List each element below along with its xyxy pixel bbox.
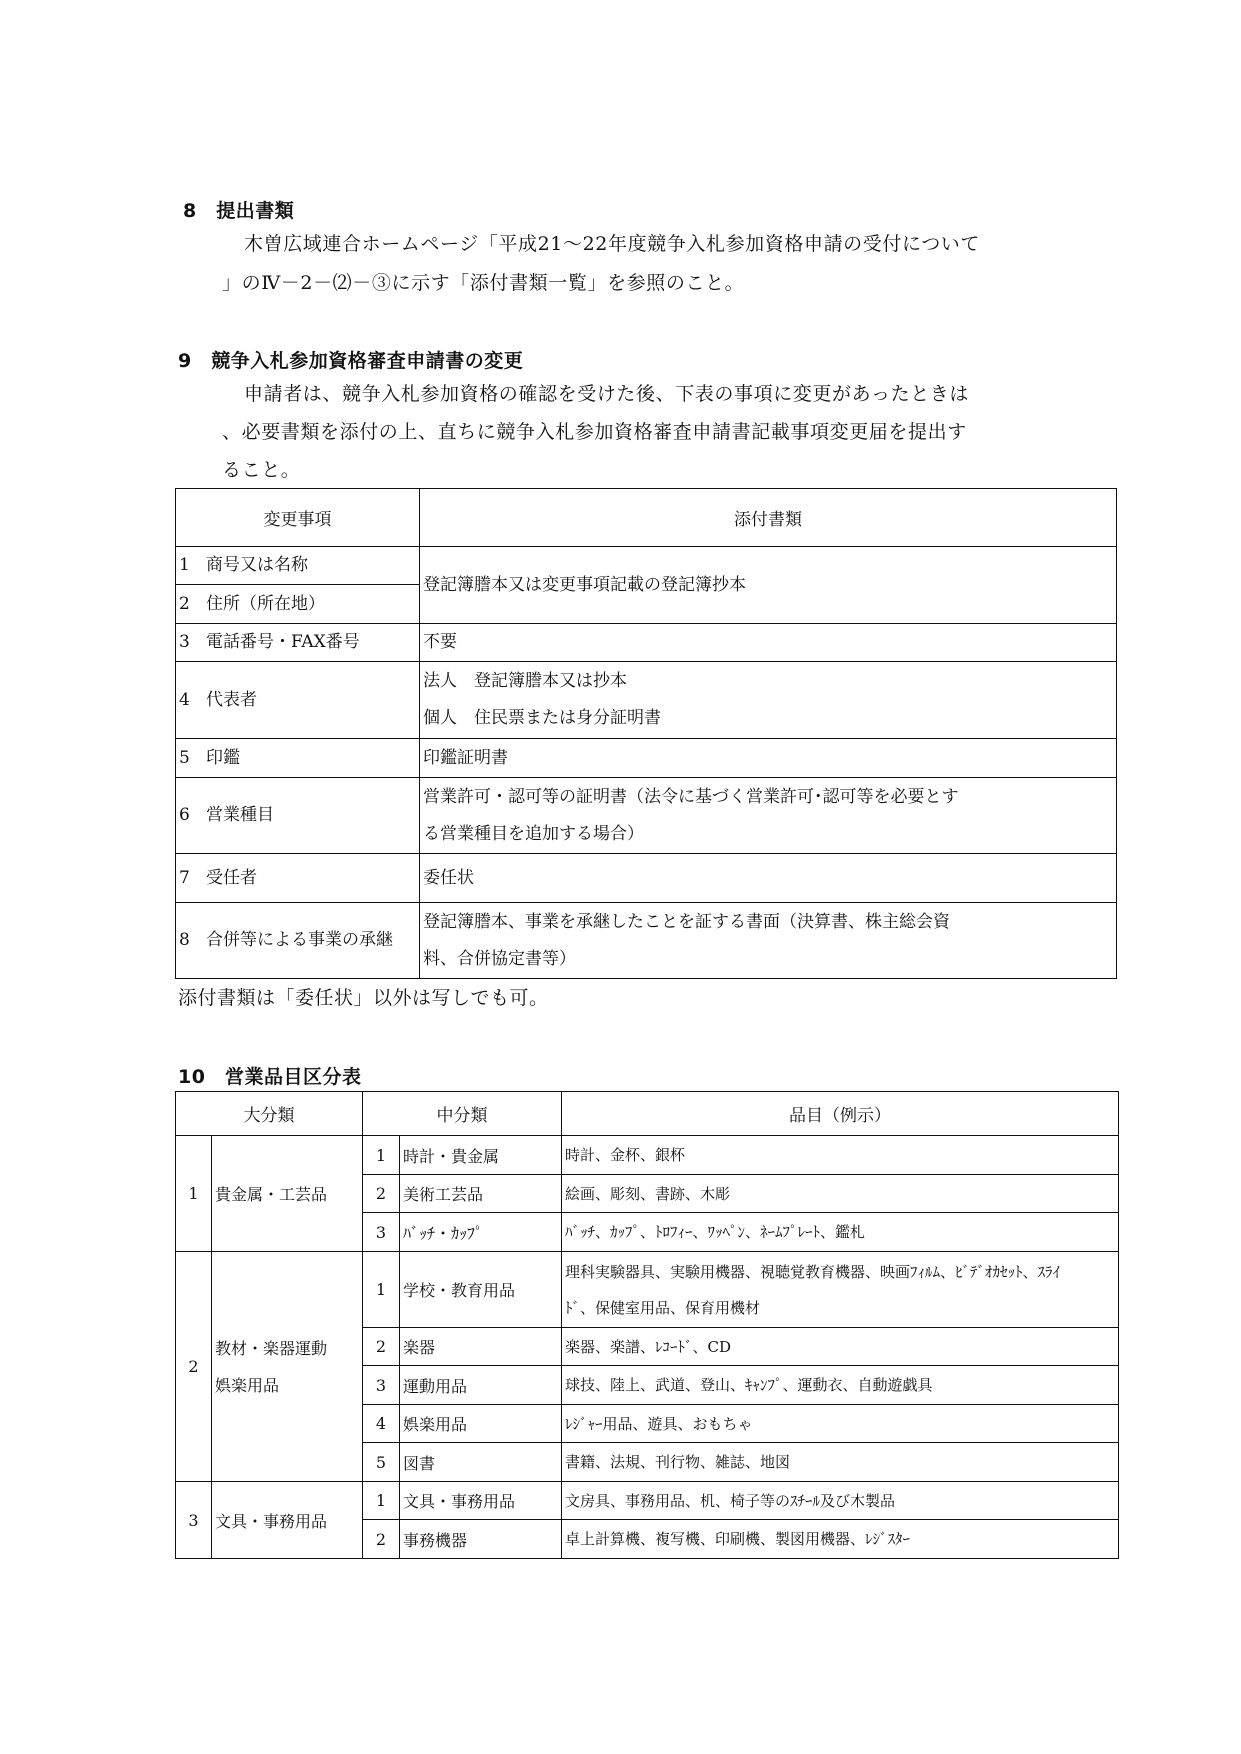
middle-number: 3 xyxy=(363,1213,400,1252)
section-9-heading: 9 競争入札参加資格審査申請書の変更 xyxy=(178,350,524,372)
item-examples-line-2: ﾄﾞ、保健室用品、保育用機材 xyxy=(565,1298,761,1317)
major-number: 1 xyxy=(176,1136,212,1252)
attached-docs-note: 添付書類は「委任状」以外は写しでも可。 xyxy=(178,987,549,1009)
middle-name: 文具・事務用品 xyxy=(400,1482,562,1520)
table-row xyxy=(176,1136,1119,1175)
item-examples: 卓上計算機、複写機、印刷機、製図用機器、ﾚｼﾞｽﾀｰ xyxy=(562,1520,1119,1559)
item-examples: 書籍、法規、刊行物、雑誌、地図 xyxy=(562,1443,1119,1482)
row-doc: 委任状 xyxy=(420,854,1117,903)
row-doc: 印鑑証明書 xyxy=(420,739,1117,778)
item-examples: 楽器、楽譜、ﾚｺｰﾄﾞ、CD xyxy=(562,1328,1119,1366)
middle-name: 学校・教育用品 xyxy=(400,1252,562,1328)
row-item: 合併等による事業の承継 xyxy=(206,930,393,950)
row-item: 商号又は名称 xyxy=(206,555,308,575)
row-doc-line-1: 営業許可・認可等の証明書（法令に基づく営業許可･認可等を必要とす xyxy=(423,786,959,807)
middle-number: 5 xyxy=(363,1443,400,1482)
section-10-heading: 10 営業品目区分表 xyxy=(178,1066,362,1088)
section-8-heading: 8 提出書類 xyxy=(183,200,295,222)
row-doc-line-2: 料、合併協定書等） xyxy=(423,948,576,969)
row-number: 8 xyxy=(179,930,190,950)
middle-number: 2 xyxy=(363,1520,400,1559)
item-examples: 絵画、彫刻、書跡、木彫 xyxy=(562,1175,1119,1213)
row-item: 印鑑 xyxy=(206,747,240,768)
header-middle-category: 中分類 xyxy=(363,1092,562,1136)
middle-name: ﾊﾞｯﾁ・ｶｯﾌﾟ xyxy=(400,1213,562,1252)
middle-number: 1 xyxy=(363,1252,400,1328)
table-row xyxy=(176,547,1117,585)
row-item: 電話番号・FAX番号 xyxy=(206,632,360,652)
section-9-text-line-2: 、必要書類を添付の上、直ちに競争入札参加資格審査申請書記載事項変更届を提出す xyxy=(222,421,967,443)
table-row xyxy=(176,903,1117,979)
middle-name: 事務機器 xyxy=(400,1520,562,1559)
major-number: 2 xyxy=(176,1252,212,1482)
row-number: 1 xyxy=(179,555,190,575)
item-examples: ﾚｼﾞｬｰ用品、遊具、おもちゃ xyxy=(562,1405,1119,1443)
row-doc-line-2: る営業種目を追加する場合） xyxy=(423,823,644,844)
table-row xyxy=(176,1252,1119,1328)
table-header-row xyxy=(176,1092,1119,1136)
middle-name: 時計・貴金属 xyxy=(400,1136,562,1175)
table-row xyxy=(176,739,1117,778)
major-name-line-2: 娯楽用品 xyxy=(215,1375,280,1395)
major-name-line-1: 教材・楽器運動 xyxy=(215,1338,328,1358)
business-category-table xyxy=(175,1091,1119,1559)
row-item: 受任者 xyxy=(206,867,257,888)
middle-number: 2 xyxy=(363,1328,400,1366)
middle-name: 図書 xyxy=(400,1443,562,1482)
item-examples: 球技、陸上、武道、登山、ｷｬﾝﾌﾟ、運動衣、自動遊戯具 xyxy=(562,1366,1119,1405)
row-number: 6 xyxy=(179,805,190,825)
row-doc-line-2: 個人 住民票または身分証明書 xyxy=(423,708,661,728)
row-number: 3 xyxy=(179,632,190,652)
table-row xyxy=(176,662,1117,739)
header-attached-docs: 添付書類 xyxy=(420,489,1117,547)
section-8-text-line-1: 木曽広域連合ホームページ「平成21～22年度競争入札参加資格申請の受付について xyxy=(244,233,980,255)
table-row xyxy=(176,778,1117,854)
major-name: 文具・事務用品 xyxy=(212,1482,363,1559)
table-header-row xyxy=(176,489,1117,547)
section-9-text-line-3: ること。 xyxy=(222,459,301,481)
middle-number: 2 xyxy=(363,1175,400,1213)
middle-name: 美術工芸品 xyxy=(400,1175,562,1213)
section-8-text-line-2: 」のⅣ－2－⑵－③に示す「添付書類一覧」を参照のこと。 xyxy=(222,272,745,294)
item-examples: 文房具、事務用品、机、椅子等のｽﾁｰﾙ及び木製品 xyxy=(562,1482,1119,1520)
major-name: 貴金属・工芸品 xyxy=(212,1136,363,1252)
item-examples: 時計、金杯、銀杯 xyxy=(562,1136,1119,1175)
table-row xyxy=(176,854,1117,903)
row-doc-line-1: 登記簿謄本、事業を承継したことを証する書面（決算書、株主総会資 xyxy=(423,911,950,932)
row-number: 7 xyxy=(179,867,190,888)
row-doc: 登記簿謄本又は変更事項記載の登記簿抄本 xyxy=(420,547,1117,624)
middle-number: 1 xyxy=(363,1482,400,1520)
change-items-table xyxy=(175,488,1117,979)
section-9-text-line-1: 申請者は、競争入札参加資格の確認を受けた後、下表の事項に変更があったときは xyxy=(244,383,970,405)
middle-name: 楽器 xyxy=(400,1328,562,1366)
item-examples-line-1: 理科実験器具、実験用機器、視聴覚教育機器、映画ﾌｨﾙﾑ、ﾋﾞﾃﾞｵｶｾｯﾄ、ｽﾗｲ xyxy=(565,1262,1061,1281)
header-change-item: 変更事項 xyxy=(176,489,420,547)
middle-name: 娯楽用品 xyxy=(400,1405,562,1443)
row-item: 住所（所在地） xyxy=(206,593,325,614)
item-examples: ﾊﾞｯﾁ、ｶｯﾌﾟ、ﾄﾛﾌｨｰ、ﾜｯﾍﾟﾝ、ﾈｰﾑﾌﾟﾚｰﾄ、鑑札 xyxy=(562,1213,1119,1252)
row-doc-line-1: 法人 登記簿謄本又は抄本 xyxy=(423,671,627,691)
row-number: 4 xyxy=(179,689,190,710)
row-item: 代表者 xyxy=(206,689,257,710)
major-number: 3 xyxy=(176,1482,212,1559)
middle-number: 3 xyxy=(363,1366,400,1405)
middle-number: 1 xyxy=(363,1136,400,1175)
table-row xyxy=(176,1482,1119,1520)
row-number: 5 xyxy=(179,747,190,768)
row-number: 2 xyxy=(179,593,190,614)
header-item-examples: 品目（例示） xyxy=(562,1092,1119,1136)
row-doc: 不要 xyxy=(420,624,1117,662)
table-row xyxy=(176,624,1117,662)
middle-number: 4 xyxy=(363,1405,400,1443)
row-item: 営業種目 xyxy=(206,805,274,825)
middle-name: 運動用品 xyxy=(400,1366,562,1405)
header-major-category: 大分類 xyxy=(176,1092,363,1136)
